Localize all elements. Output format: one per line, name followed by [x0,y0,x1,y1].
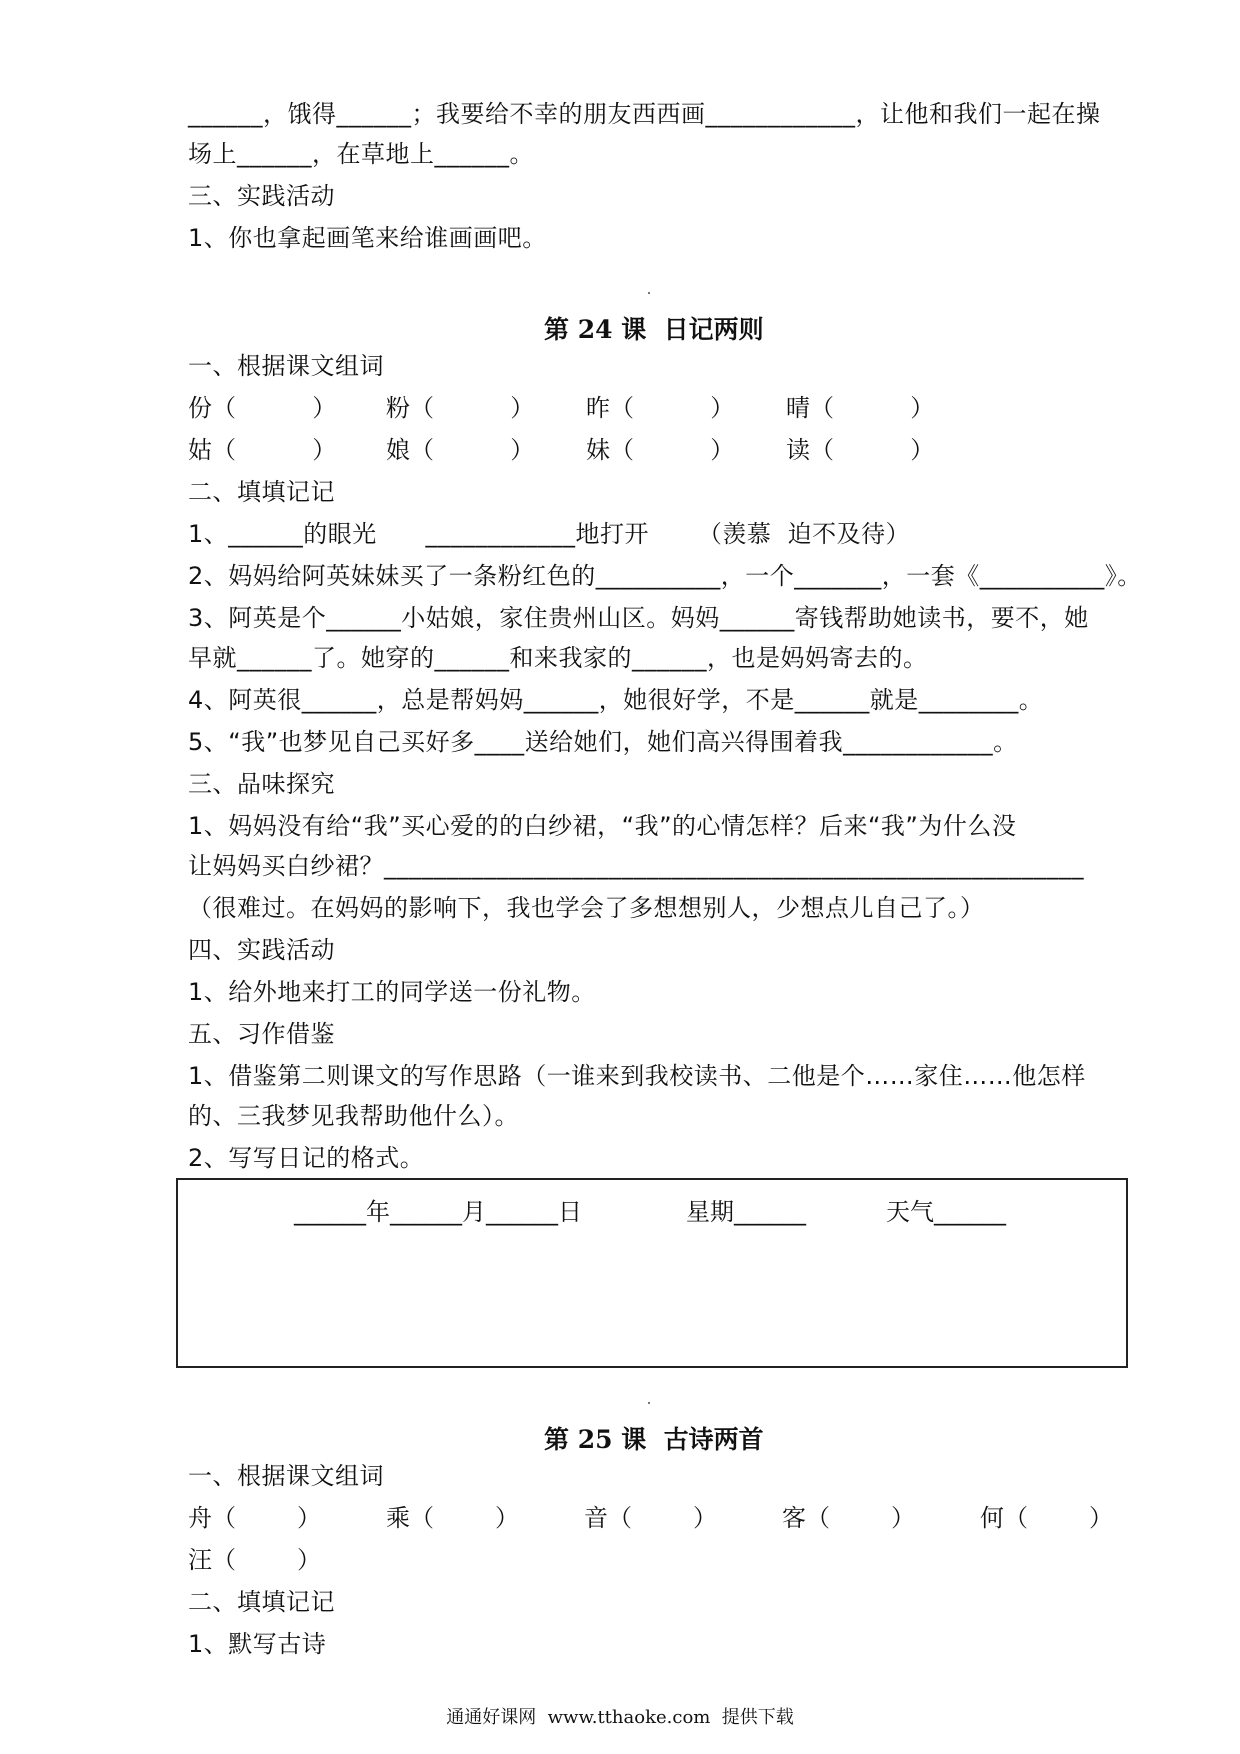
word-cell: 昨（ ） [586,394,735,422]
diary-weekday: 星期______ [686,1198,806,1226]
exercise-item: 让妈妈买白纱裙？________________________________________________________ [188,852,1084,880]
exercise-item: 1、给外地来打工的同学送一份礼物。 [188,978,596,1006]
lesson-24-title: 第 24 课 日记两则 [544,315,764,344]
lesson-25-title: 第 25 课 古诗两首 [544,1425,764,1454]
page-footer: 通通好课网 www.tthaoke.com 提供下载 [446,1707,794,1728]
word-cell: 姑（ ） [188,436,337,464]
word-cell: 份（ ） [188,394,337,422]
diary-format-box [176,1178,1128,1368]
fill-line: ______，饿得______；我要给不幸的朋友西西画____________，让他和我们一起在操 [188,100,1101,128]
exercise-item: 1、借鉴第二则课文的写作思路（一谁来到我校读书、二他是个……家住……他怎样 [188,1062,1086,1090]
exercise-item: 5、“我”也梦见自己买好多____送给她们，她们高兴得围着我____________。 [188,728,1018,756]
section-heading: 三、实践活动 [188,182,335,210]
word-cell: 音（ ） [584,1504,718,1532]
word-cell: 何（ ） [980,1504,1114,1532]
section-heading: 五、习作借鉴 [188,1020,335,1048]
exercise-item: 4、阿英很______，总是帮妈妈______，她很好学，不是______就是________。 [188,686,1044,714]
word-cell: 舟（ ） [188,1504,322,1532]
scan-dot [648,1402,650,1404]
section-heading: 三、品味探究 [188,770,335,798]
word-cell: 读（ ） [786,436,935,464]
section-heading: 一、根据课文组词 [188,1462,384,1490]
word-cell: 粉（ ） [386,394,535,422]
exercise-item: 的、三我梦见我帮助他什么）。 [188,1102,519,1130]
section-heading: 二、填填记记 [188,478,335,506]
word-cell: 妹（ ） [586,436,735,464]
exercise-item: 1、你也拿起画笔来给谁画画吧。 [188,224,547,252]
diary-weather: 天气______ [886,1198,1006,1226]
exercise-item: 2、妈妈给阿英妹妹买了一条粉红色的__________，一个_______，一套《__________》。 [188,562,1142,590]
scan-dot [648,292,650,294]
section-heading: 四、实践活动 [188,936,335,964]
exercise-item: 1、默写古诗 [188,1630,327,1658]
word-cell: 乘（ ） [386,1504,520,1532]
word-cell: 娘（ ） [386,436,535,464]
word-cell: 汪（ ） [188,1546,322,1574]
word-cell: 客（ ） [782,1504,916,1532]
section-heading: 二、填填记记 [188,1588,335,1616]
word-cell: 晴（ ） [786,394,935,422]
exercise-item: 1、妈妈没有给“我”买心爱的的白纱裙，“我”的心情怎样？后来“我”为什么没 [188,812,1017,840]
fill-line: 场上______，在草地上______。 [188,140,534,168]
diary-date: ______年______月______日 [294,1198,582,1226]
exercise-item: 3、阿英是个______小姑娘，家住贵州山区。妈妈______寄钱帮助她读书，要不，她 [188,604,1089,632]
exercise-item: 早就______了。她穿的______和来我家的______，也是妈妈寄去的。 [188,644,928,672]
answer-text: （很难过。在妈妈的影响下，我也学会了多想想别人，少想点儿自己了。） [188,894,985,922]
exercise-item: 2、写写日记的格式。 [188,1144,425,1172]
exercise-item: 1、______的眼光 ____________地打开 （羡慕 迫不及待） [188,520,911,548]
section-heading: 一、根据课文组词 [188,352,384,380]
